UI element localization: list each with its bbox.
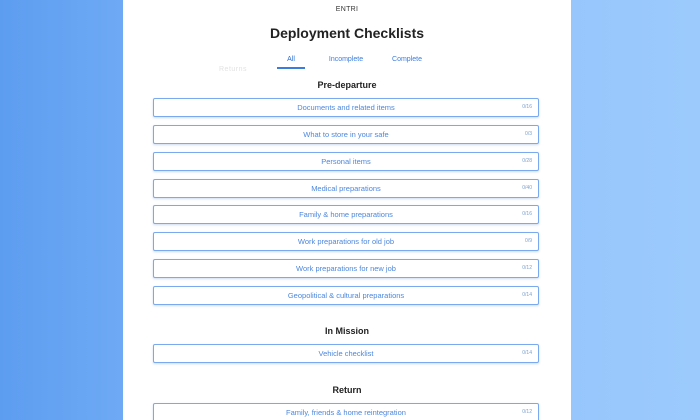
tab-all[interactable]: All <box>280 54 302 67</box>
faded-returns-text: Returns <box>219 66 248 73</box>
checklist-item-count: 0/12 <box>522 409 532 415</box>
checklist-item-label: Personal items <box>321 157 371 166</box>
checklist-item-personal[interactable] <box>153 152 539 171</box>
page-title: Deployment Checklists <box>269 25 425 41</box>
checklists-page <box>123 0 571 420</box>
checklist-item-geopolitical[interactable] <box>153 286 539 305</box>
checklist-item-reintegration[interactable] <box>153 403 539 420</box>
checklist-item-documents[interactable] <box>153 98 539 117</box>
checklist-item-count: 0/14 <box>522 350 532 356</box>
checklist-item-label: Documents and related items <box>297 103 395 112</box>
checklist-item-label: Geopolitical & cultural preparations <box>287 291 405 300</box>
filter-tabs <box>280 54 427 70</box>
section-title-in-mission: In Mission <box>324 326 369 336</box>
checklist-item-label: What to store in your safe <box>303 130 389 139</box>
checklist-item-count: 0/9 <box>525 238 532 244</box>
tab-complete[interactable]: Complete <box>392 56 422 63</box>
checklist-item-label: Family & home preparations <box>299 210 393 219</box>
checklist-item-new-job[interactable] <box>153 259 539 278</box>
checklist-item-label: Work preparations for new job <box>296 264 396 273</box>
checklist-item-count: 0/40 <box>522 185 532 191</box>
checklist-item-safe[interactable] <box>153 125 539 144</box>
section-title-return: Return <box>332 385 362 395</box>
checklist-item-count: 0/3 <box>525 131 532 137</box>
section-title-pre-departure: Pre-departure <box>317 80 377 90</box>
checklist-item-label: Work preparations for old job <box>297 237 395 246</box>
brand-logo: ENTRI <box>335 6 359 13</box>
checklist-item-count: 0/28 <box>522 158 532 164</box>
checklist-item-label: Family, friends & home reintegration <box>286 408 406 417</box>
checklist-item-vehicle[interactable] <box>153 344 539 363</box>
checklist-item-old-job[interactable] <box>153 232 539 251</box>
checklist-item-label: Medical preparations <box>311 184 381 193</box>
checklist-item-count: 0/16 <box>522 104 532 110</box>
checklist-item-label: Vehicle checklist <box>318 349 374 358</box>
checklist-item-count: 0/12 <box>522 265 532 271</box>
checklist-item-family-home[interactable] <box>153 205 539 224</box>
checklist-item-count: 0/14 <box>522 292 532 298</box>
tab-incomplete[interactable]: Incomplete <box>328 56 364 63</box>
checklist-item-medical[interactable] <box>153 179 539 198</box>
checklist-item-count: 0/16 <box>522 211 532 217</box>
